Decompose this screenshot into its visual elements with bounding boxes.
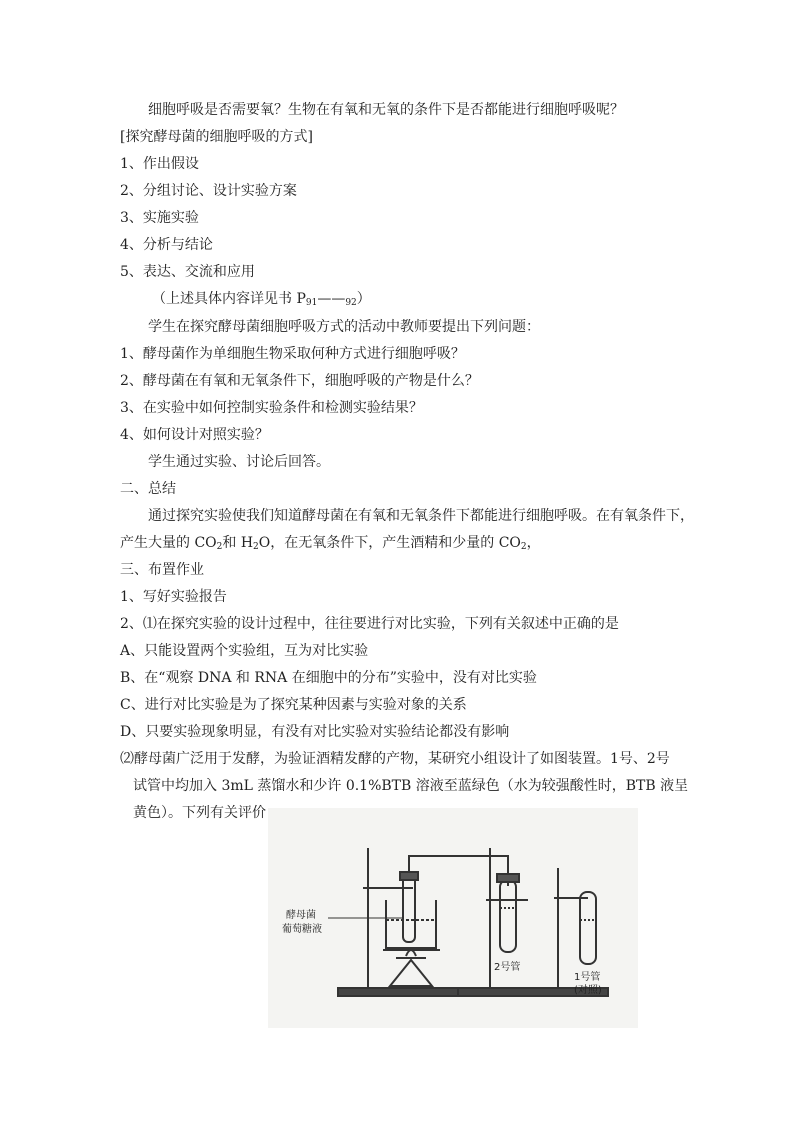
text-line: 学生通过实验、讨论后回答。 — [148, 454, 330, 470]
text-line: 4、如何设计对照实验？ — [120, 427, 269, 443]
reference-prefix: （上述具体内容详见书 P — [152, 291, 306, 307]
reference-suffix: ） — [356, 291, 371, 307]
products-text-1: 产生大量的 CO — [120, 535, 217, 551]
text-line: 2、⑴在探究实验的设计过程中，往往要进行对比实验，下列有关叙述中正确的是 — [120, 616, 619, 632]
text-line: 二、总结 — [120, 481, 176, 497]
text-line: B、在“观察 DNA 和 RNA 在细胞中的分布”实验中，没有对比实验 — [120, 670, 537, 686]
label-yeast: 酵母菌 — [286, 910, 316, 921]
experiment-apparatus-figure — [268, 808, 638, 1028]
text-line: D、只要实验现象明显，有没有对比实验对实验结论都没有影响 — [120, 724, 510, 740]
text-line: 2、酵母菌在有氧和无氧条件下，细胞呼吸的产物是什么？ — [120, 373, 479, 389]
text-line: 细胞呼吸是否需要氧？生物在有氧和无氧的条件下是否都能进行细胞呼吸呢？ — [148, 102, 624, 118]
co2-subscript-2: 2 — [520, 542, 527, 552]
products-text-3: O，在无氧条件下，产生酒精和少量的 CO — [258, 535, 521, 551]
reference-dash: —— — [317, 291, 346, 307]
label-control: (对照) — [574, 985, 602, 996]
left-stand-base — [338, 988, 458, 996]
yeast-tube-stopper — [400, 872, 418, 880]
text-line: ⑵酵母菌广泛用于发酵，为验证酒精发酵的产物，某研究小组设计了如图装置。1号、2号 — [120, 751, 670, 767]
text-line: 5、表达、交流和应用 — [120, 264, 255, 280]
label-tube-1: 1号管 — [574, 972, 601, 983]
text-line: 通过探究实验使我们知道酵母菌在有氧和无氧条件下都能进行细胞呼吸。在有氧条件下， — [148, 508, 694, 524]
text-line: 4、分析与结论 — [120, 237, 213, 253]
text-line: 1、酵母菌作为单细胞生物采取何种方式进行细胞呼吸？ — [120, 346, 465, 362]
text-line: 3、在实验中如何控制实验条件和检测实验结果？ — [120, 400, 423, 416]
tube-2-stopper — [497, 874, 519, 882]
text-line: 1、写好实验报告 — [120, 589, 227, 605]
text-line: 学生在探究酵母菌细胞呼吸方式的活动中教师要提出下列问题： — [148, 319, 540, 335]
text-line: 3、实施实验 — [120, 210, 199, 226]
products-text-4: ， — [526, 535, 541, 551]
products-text-2: 和 H — [222, 535, 254, 551]
reference-page-end: 92 — [345, 298, 357, 308]
h2o-subscript: 2 — [253, 542, 259, 552]
text-line: 三、布置作业 — [120, 562, 204, 578]
text-line: 黄色）。下列有关评价 — [133, 805, 266, 821]
reference-page-start: 91 — [305, 298, 318, 308]
text-line: C、进行对比实验是为了探究某种因素与实验对象的关系 — [120, 697, 467, 713]
text-line: 试管中均加入 3mL 蒸馏水和少许 0.1%BTB 溶液至蓝绿色（水为较强酸性时，BTB 液呈 — [133, 778, 689, 794]
text-line: 1、作出假设 — [120, 156, 199, 172]
co2-subscript: 2 — [216, 542, 223, 552]
text-line: A、只能设置两个实验组，互为对比实验 — [120, 643, 369, 659]
reference-line — [152, 289, 371, 313]
label-glucose: 葡萄糖液 — [282, 924, 322, 935]
label-tube-2: 2号管 — [494, 962, 521, 973]
products-line — [120, 533, 541, 557]
text-line: [探究酵母菌的细胞呼吸的方式] — [120, 129, 313, 145]
text-line: 2、分组讨论、设计实验方案 — [120, 183, 297, 199]
